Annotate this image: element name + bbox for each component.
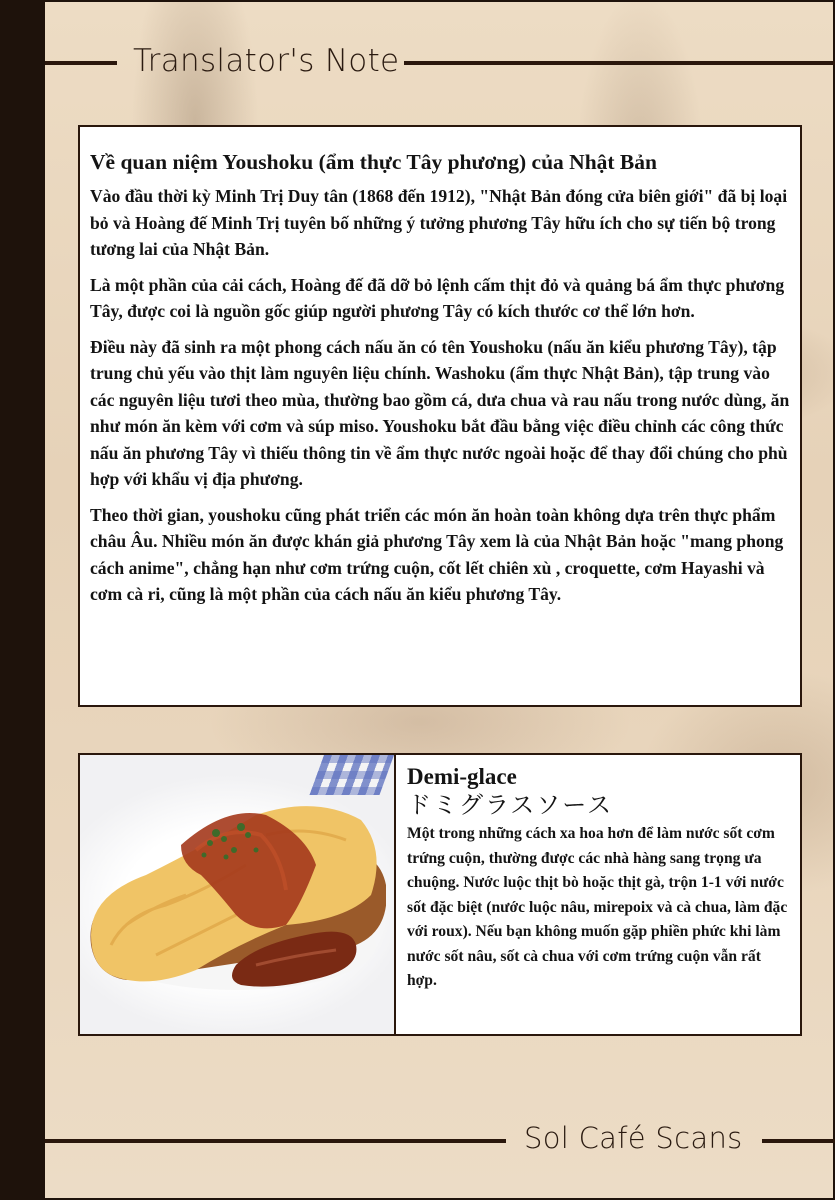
card-title: Demi-glace xyxy=(407,764,517,789)
note-title: Về quan niệm Youshoku (ẩm thực Tây phương) của Nhật Bản xyxy=(90,150,657,174)
omurice-illustration xyxy=(86,795,386,995)
footer-rule-right xyxy=(762,1139,835,1143)
page-title: Translator's Note xyxy=(133,43,400,79)
left-border-strip xyxy=(0,2,45,1198)
card-body: Một trong những cách xa hoa hơn để làm nước sốt cơm trứng cuộn, thường được các nhà hàng sang trọng ưa chuộng. Nước luộc thịt bò hoặc thịt gà, trộn 1-1 với nước sốt đặc biệt (nước luộc nâu, mirepoix và cà chua, làm đặc với roux). Nếu bạn không muốn gặp phiền phức khi làm nước sốt nâu, sốt cà chua với cơm trứng cuộn vẫn rất hợp. xyxy=(407,825,788,989)
header-rule-left xyxy=(45,61,117,65)
card-text xyxy=(396,755,800,1034)
demi-glace-card xyxy=(78,753,802,1036)
note-paragraph: Vào đầu thời kỳ Minh Trị Duy tân (1868 đến 1912), "Nhật Bản đóng cửa biên giới" đã bị loại bỏ và Hoàng đế Minh Trị tuyên bố những ý tưởng phương Tây hữu ích cho sự tiến bộ trong tương lai của Nhật Bản. xyxy=(90,186,788,259)
card-subtitle-japanese: ドミグラスソース xyxy=(407,791,614,819)
header-rule-right xyxy=(404,61,835,65)
note-paragraph: Là một phần của cải cách, Hoàng đế đã dỡ bỏ lệnh cấm thịt đỏ và quảng bá ẩm thực phương Tây, được coi là nguồn gốc giúp người phương Tây có kích thước cơ thể lớn hơn. xyxy=(90,274,785,321)
note-paragraph: Điều này đã sinh ra một phong cách nấu ăn có tên Youshoku (nấu ăn kiểu phương Tây), tập trung chủ yếu vào thịt làm nguyên liệu chính. Washoku (ẩm thực Nhật Bản), tập trung vào các nguyên liệu tươi theo mùa, thường bao gồm cá, dưa chua và rau nấu trong nước dùng, ăn như món ăn kèm với cơm và súp miso. Youshoku bắt đầu bằng việc điều chỉnh các công thức nấu ăn phương Tây vì thiếu thông tin về ẩm thực nước ngoài hoặc để thay đổi chúng cho phù hợp với khẩu vị địa phương. xyxy=(90,336,790,489)
footer-rule-left xyxy=(45,1139,506,1143)
omurice-photo xyxy=(80,755,396,1034)
note-box xyxy=(78,125,802,707)
gingham-cloth xyxy=(309,755,394,795)
note-paragraph: Theo thời gian, youshoku cũng phát triển các món ăn hoàn toàn không dựa trên thực phẩm châu Âu. Nhiều món ăn được khán giả phương Tây xem là của Nhật Bản hoặc "mang phong cách anime", chẳng hạn như cơm trứng cuộn, cốt lết chiên xù , croquette, cơm Hayashi và cơm cà ri, cũng là một phần của cách nấu ăn kiểu phương Tây. xyxy=(90,504,784,604)
footer-credit: Sol Café Scans xyxy=(524,1121,743,1155)
